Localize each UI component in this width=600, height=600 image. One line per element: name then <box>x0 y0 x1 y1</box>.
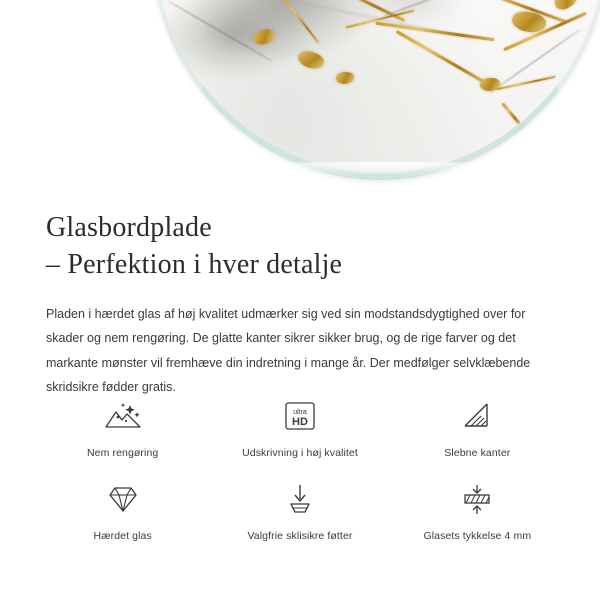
feature-label: Slebne kanter <box>444 447 511 459</box>
product-description-text: Pladen i hærdet glas af høj kvalitet udmærker sig ved sin modstandsdygtighed over for skader og nem rengøring. De glatte kanter sikrer sikker brug, og de rige farver og det markante mønster vil fremhæve din indretning i mange år. Der medfølger selvklæbende skridsikre fødder gratis. <box>46 306 531 395</box>
ultra-hd-icon <box>280 395 320 439</box>
anti-slip-feet-icon <box>280 478 320 522</box>
page-title <box>0 200 600 284</box>
feature-item-tempered-glass <box>34 478 211 561</box>
feature-label: Valgfrie sklisikre føtter <box>247 530 353 542</box>
polished-edges-icon <box>457 395 497 439</box>
tempered-glass-diamond-icon <box>102 478 144 522</box>
page-title-line-2: – Perfektion i hver detalje <box>46 248 343 280</box>
feature-label: Udskrivning i høj kvalitet <box>242 447 358 459</box>
feature-item-polished-edges <box>389 395 566 478</box>
page-title-line-1: Glasbordplade <box>46 212 212 243</box>
easy-clean-icon <box>102 395 144 439</box>
hero-image <box>0 0 600 200</box>
feature-item-thickness <box>389 478 566 561</box>
svg-text:HD: HD <box>292 416 308 428</box>
feature-grid <box>0 395 600 561</box>
feature-label: Glasets tykkelse 4 mm <box>423 530 532 542</box>
thickness-icon <box>457 478 497 522</box>
feature-item-print-quality <box>211 395 388 478</box>
feature-label: Nem rengøring <box>87 447 159 459</box>
svg-text:ultra: ultra <box>293 409 307 416</box>
feature-item-anti-slip-feet <box>211 478 388 561</box>
feature-item-easy-clean <box>34 395 211 478</box>
feature-label: Hærdet glas <box>93 530 152 542</box>
glass-plate-graphic <box>150 0 600 180</box>
text-block <box>0 200 600 399</box>
